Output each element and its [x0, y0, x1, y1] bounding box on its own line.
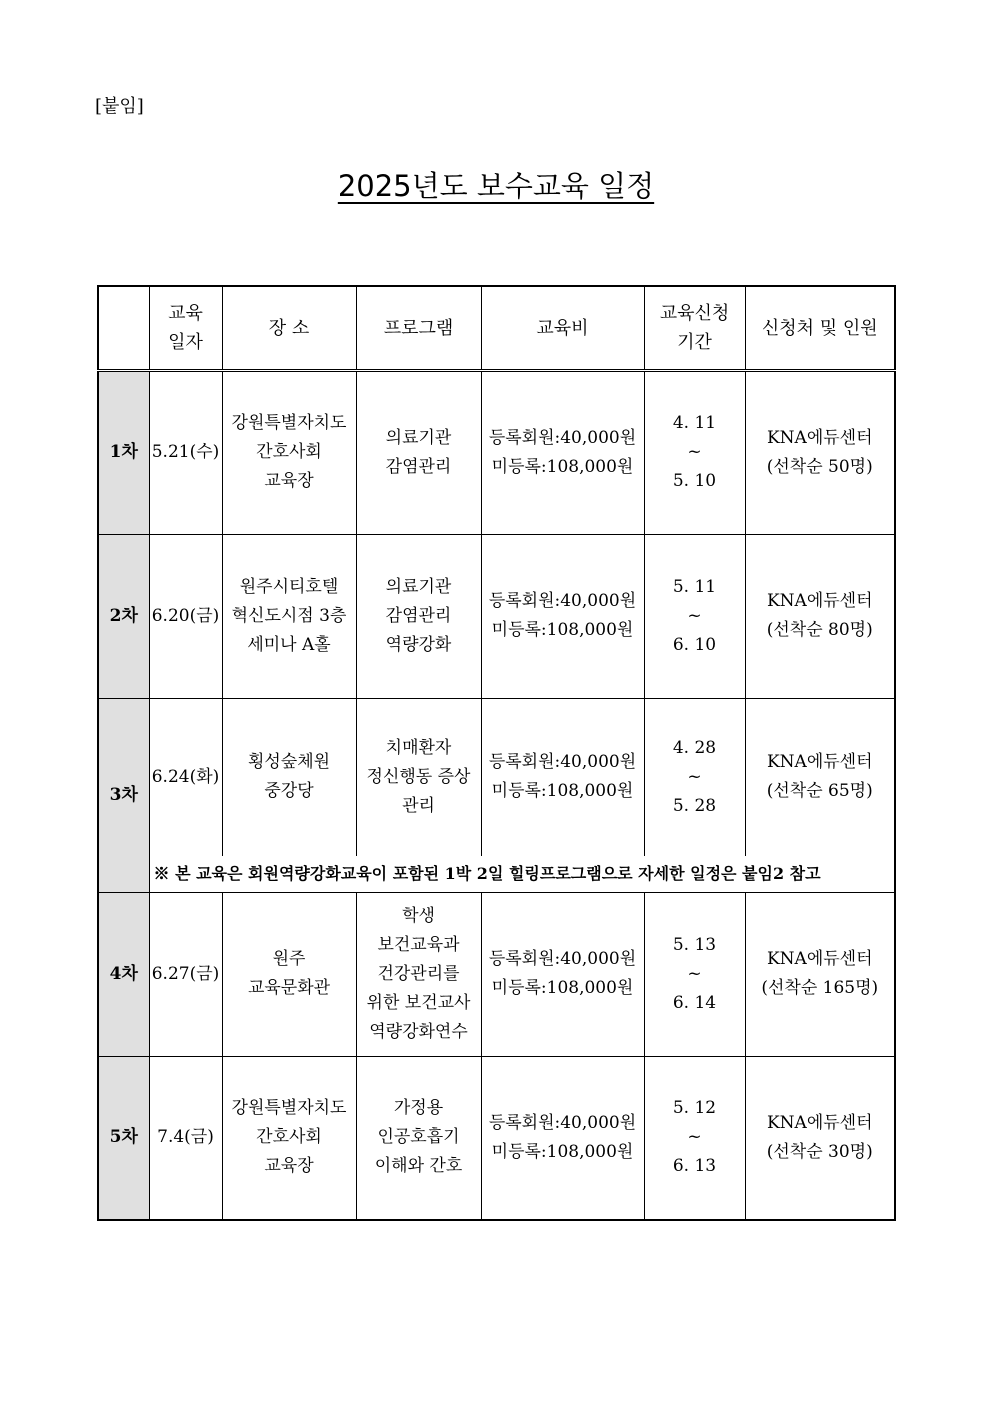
contact-cell-line: (선착순 65명): [766, 781, 873, 802]
place-cell: [222, 892, 356, 1056]
header-program: 프로그램: [356, 286, 481, 371]
period-cell-line: 6. 14: [672, 992, 717, 1013]
header-date-line: 교육: [168, 303, 203, 324]
round-label: 2차: [98, 534, 149, 698]
program-cell-line: 위한 보건교사: [366, 992, 471, 1013]
period-cell: [644, 534, 745, 698]
place-cell: [222, 1056, 356, 1220]
program-cell-line: 건강관리를: [377, 963, 460, 984]
date-cell: 6.20(금): [149, 534, 222, 698]
contact-cell-line: KNA에듀센터: [766, 949, 873, 970]
page-title-text: 2025년도 보수교육 일정: [337, 169, 655, 203]
fee-cell: [481, 698, 644, 856]
period-cell-line: 6. 13: [672, 1156, 717, 1177]
program-cell-line: 관리: [402, 795, 435, 816]
place-cell-line: 교육장: [264, 471, 314, 492]
place-cell: [222, 534, 356, 698]
place-cell-line: 중강당: [264, 781, 314, 802]
fee-cell-line: 미등록:108,000원: [491, 456, 634, 477]
place-cell-line: 간호사회: [256, 1127, 322, 1148]
place-cell-line: 횡성숲체원: [247, 752, 331, 773]
program-cell: [356, 371, 481, 535]
fee-cell-line: 등록회원:40,000원: [488, 591, 637, 612]
program-cell-line: 감염관리: [385, 456, 452, 477]
period-cell-line: ~: [687, 766, 702, 787]
program-cell: [356, 1056, 481, 1220]
fee-cell-line: 등록회원:40,000원: [488, 1112, 637, 1133]
program-cell-line: 의료기관: [385, 427, 452, 448]
program-cell-line: 정신행동 증상: [366, 766, 471, 787]
place-cell: [222, 698, 356, 856]
period-cell-line: ~: [687, 605, 702, 626]
header-period: [644, 286, 745, 371]
date-cell: 6.24(화): [149, 698, 222, 856]
period-cell: [644, 892, 745, 1056]
header-blank-cell: [98, 286, 149, 371]
contact-cell: [745, 371, 895, 535]
fee-cell-line: 미등록:108,000원: [491, 781, 634, 802]
program-cell-line: 감염관리: [385, 605, 452, 626]
place-cell-line: 강원특별자치도: [231, 413, 347, 434]
period-cell-line: 5. 13: [672, 934, 717, 955]
attachment-label: [붙임]: [95, 96, 144, 117]
note-row: [98, 856, 895, 893]
header-fee: 교육비: [481, 286, 644, 371]
program-cell-line: 학생: [402, 905, 435, 926]
place-cell-line: 세미나 A홀: [247, 634, 331, 655]
period-cell: [644, 371, 745, 535]
round-label: 4차: [98, 892, 149, 1056]
fee-cell: [481, 892, 644, 1056]
contact-cell-line: (선착순 50명): [766, 456, 873, 477]
program-cell-line: 가정용: [393, 1098, 444, 1119]
program-cell: [356, 892, 481, 1056]
page-title: [0, 164, 992, 205]
place-cell-line: 강원특별자치도: [231, 1098, 347, 1119]
fee-cell-line: 미등록:108,000원: [491, 620, 634, 641]
program-cell-line: 인공호흡기: [377, 1127, 460, 1148]
contact-cell-line: KNA에듀센터: [766, 427, 873, 448]
table-row: [98, 892, 895, 1056]
date-cell: 7.4(금): [149, 1056, 222, 1220]
table-row: [98, 534, 895, 698]
fee-cell-line: 미등록:108,000원: [491, 1141, 634, 1162]
place-cell-line: 혁신도시점 3층: [231, 605, 347, 626]
period-cell-line: ~: [687, 963, 702, 984]
place-cell-line: 교육문화관: [247, 978, 331, 999]
contact-cell: [745, 698, 895, 856]
period-cell-line: 4. 11: [672, 413, 717, 434]
round-label: 1차: [98, 371, 149, 535]
header-contact: 신청처 및 인원: [745, 286, 895, 371]
round-label: 5차: [98, 1056, 149, 1220]
round-label: 3차: [98, 698, 149, 892]
contact-cell: [745, 534, 895, 698]
date-cell: 5.21(수): [149, 371, 222, 535]
header-place: 장 소: [222, 286, 356, 371]
program-cell: [356, 534, 481, 698]
date-cell: 6.27(금): [149, 892, 222, 1056]
fee-cell-line: 등록회원:40,000원: [488, 949, 637, 970]
contact-cell: [745, 1056, 895, 1220]
period-cell: [644, 698, 745, 856]
contact-cell-line: (선착순 165명): [761, 978, 879, 999]
program-cell-line: 역량강화연수: [369, 1021, 468, 1042]
contact-cell-line: KNA에듀센터: [766, 591, 873, 612]
note-cell: ※ 본 교육은 회원역량강화교육이 포함된 1박 2일 힐링프로그램으로 자세한 일정은 붙임2 참고: [149, 856, 895, 893]
fee-cell: [481, 1056, 644, 1220]
period-cell-line: 5. 10: [672, 471, 717, 492]
program-cell-line: 치매환자: [385, 737, 452, 758]
place-cell-line: 원주시티호텔: [239, 576, 339, 597]
period-cell-line: 5. 11: [672, 576, 717, 597]
header-period-line: 교육신청: [659, 303, 730, 324]
program-cell-line: 보건교육과: [377, 934, 460, 955]
contact-cell-line: (선착순 80명): [766, 620, 873, 641]
fee-cell: [481, 371, 644, 535]
contact-cell-line: KNA에듀센터: [766, 1112, 873, 1133]
header-period-line: 기간: [677, 332, 712, 353]
period-cell-line: 5. 12: [672, 1098, 717, 1119]
program-cell-line: 의료기관: [385, 576, 452, 597]
place-cell-line: 원주: [272, 949, 306, 970]
schedule-table: [97, 285, 896, 1221]
program-cell-line: 역량강화: [385, 634, 452, 655]
place-cell: [222, 371, 356, 535]
fee-cell-line: 등록회원:40,000원: [488, 427, 637, 448]
program-cell-line: 이해와 간호: [374, 1156, 463, 1177]
period-cell-line: 6. 10: [672, 634, 717, 655]
fee-cell-line: 미등록:108,000원: [491, 978, 634, 999]
fee-cell: [481, 534, 644, 698]
program-cell: [356, 698, 481, 856]
header-date-line: 일자: [168, 332, 203, 353]
contact-cell: [745, 892, 895, 1056]
place-cell-line: 교육장: [264, 1156, 314, 1177]
period-cell-line: ~: [687, 442, 702, 463]
period-cell: [644, 1056, 745, 1220]
period-cell-line: 4. 28: [672, 737, 717, 758]
place-cell-line: 간호사회: [256, 442, 322, 463]
contact-cell-line: KNA에듀센터: [766, 752, 873, 773]
header-row: [98, 286, 895, 371]
table-row: [98, 1056, 895, 1220]
header-date: [149, 286, 222, 371]
table-row: [98, 371, 895, 535]
contact-cell-line: (선착순 30명): [766, 1141, 873, 1162]
fee-cell-line: 등록회원:40,000원: [488, 752, 637, 773]
period-cell-line: ~: [687, 1127, 702, 1148]
table-row: [98, 698, 895, 856]
period-cell-line: 5. 28: [672, 795, 717, 816]
